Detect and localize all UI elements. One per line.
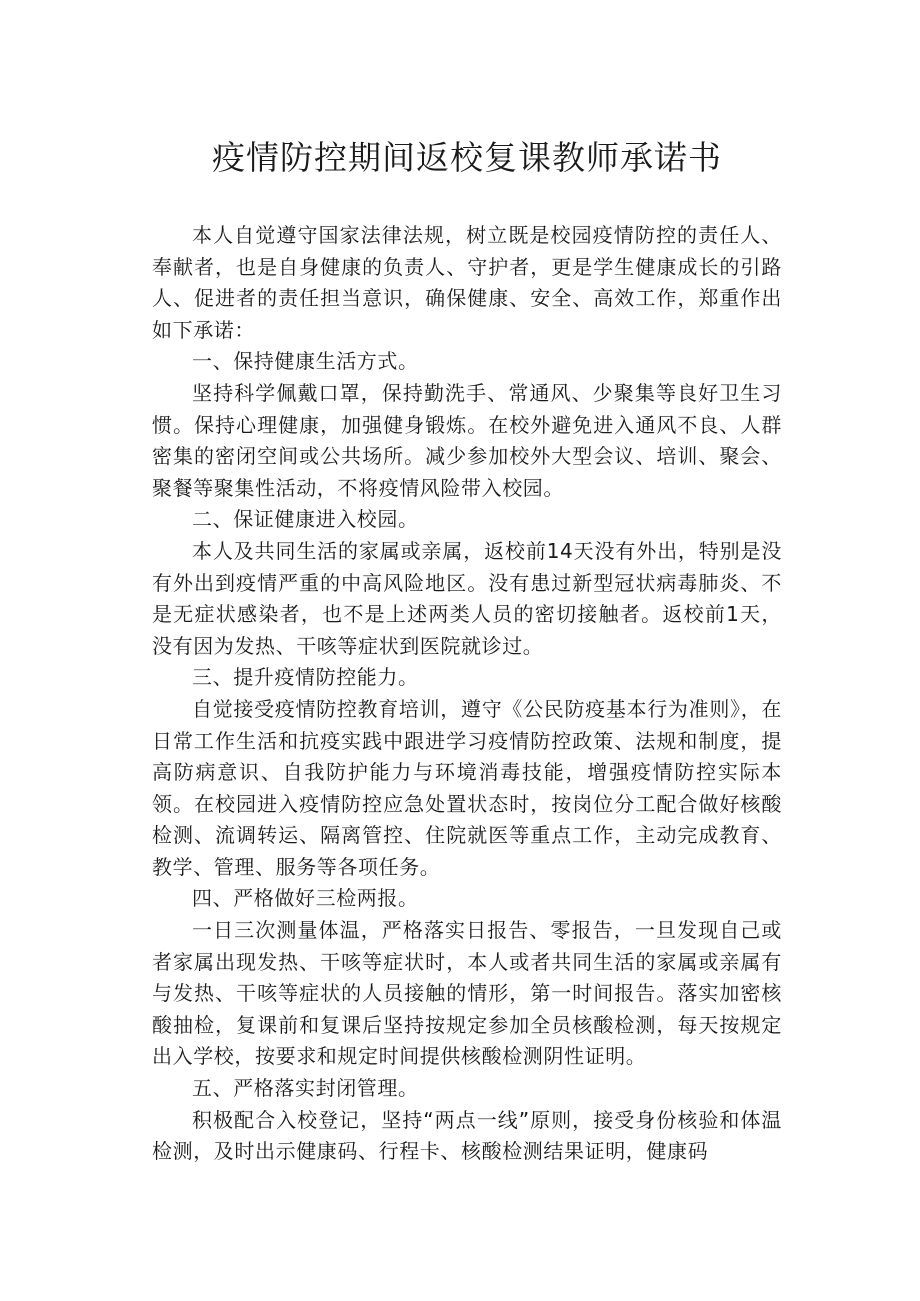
section-paragraph-1: 坚持科学佩戴口罩，保持勤洗手、常通风、少聚集等良好卫生习惯。保持心理健康，加强健身锻炼。在校外避免进入通风不良、人群密集的密闭空间或公共场所。减少参加校外大型会议、培训、聚会、聚餐等聚集性活动，不将疫情风险带入校园。	[152, 380, 782, 500]
section-heading-2: 二、保证健康进入校园。	[192, 507, 419, 532]
document-body	[152, 220, 782, 1168]
section-heading-4: 四、严格做好三检两报。	[192, 886, 419, 911]
section-heading-5: 五、严格落实封闭管理。	[192, 1076, 419, 1101]
section-paragraph-2: 本人及共同生活的家属或亲属，返校前14天没有外出，特别是没有外出到疫情严重的中高风险地区。没有患过新型冠状病毒肺炎、不是无症状感染者，也不是上述两类人员的密切接触者。返校前1天，没有因为发热、干咳等症状到医院就诊过。	[152, 538, 782, 658]
intro-paragraph: 本人自觉遵守国家法律法规，树立既是校园疫情防控的责任人、奉献者，也是自身健康的负责人、守护者，更是学生健康成长的引路人、促进者的责任担当意识，确保健康、安全、高效工作，郑重作出如下承诺：	[152, 223, 782, 342]
section-paragraph-4: 一日三次测量体温，严格落实日报告、零报告，一旦发现自己或者家属出现发热、干咳等症状时，本人或者共同生活的家属或亲属有与发热、干咳等症状的人员接触的情形，第一时间报告。落实加密核酸抽检，复课前和复课后坚持按规定参加全员核酸检测，每天按规定出入学校，按要求和规定时间提供核酸检测阴性证明。	[152, 918, 782, 1069]
document-title: 疫情防控期间返校复课教师承诺书	[212, 138, 722, 177]
section-heading-1: 一、保持健康生活方式。	[192, 349, 419, 374]
section-paragraph-3: 自觉接受疫情防控教育培训，遵守《公民防疫基本行为准则》，在日常工作生活和抗疫实践中跟进学习疫情防控政策、法规和制度，提高防病意识、自我防护能力与环境消毒技能，增强疫情防控实际本领。在校园进入疫情防控应急处置状态时，按岗位分工配合做好核酸检测、流调转运、隔离管控、住院就医等重点工作，主动完成教育、教学、管理、服务等各项任务。	[152, 696, 782, 879]
section-paragraph-5: 积极配合入校登记，坚持“两点一线”原则，接受身份核验和体温检测，及时出示健康码、行程卡、核酸检测结果证明，健康码	[152, 1107, 782, 1164]
section-heading-3: 三、提升疫情防控能力。	[192, 665, 419, 690]
